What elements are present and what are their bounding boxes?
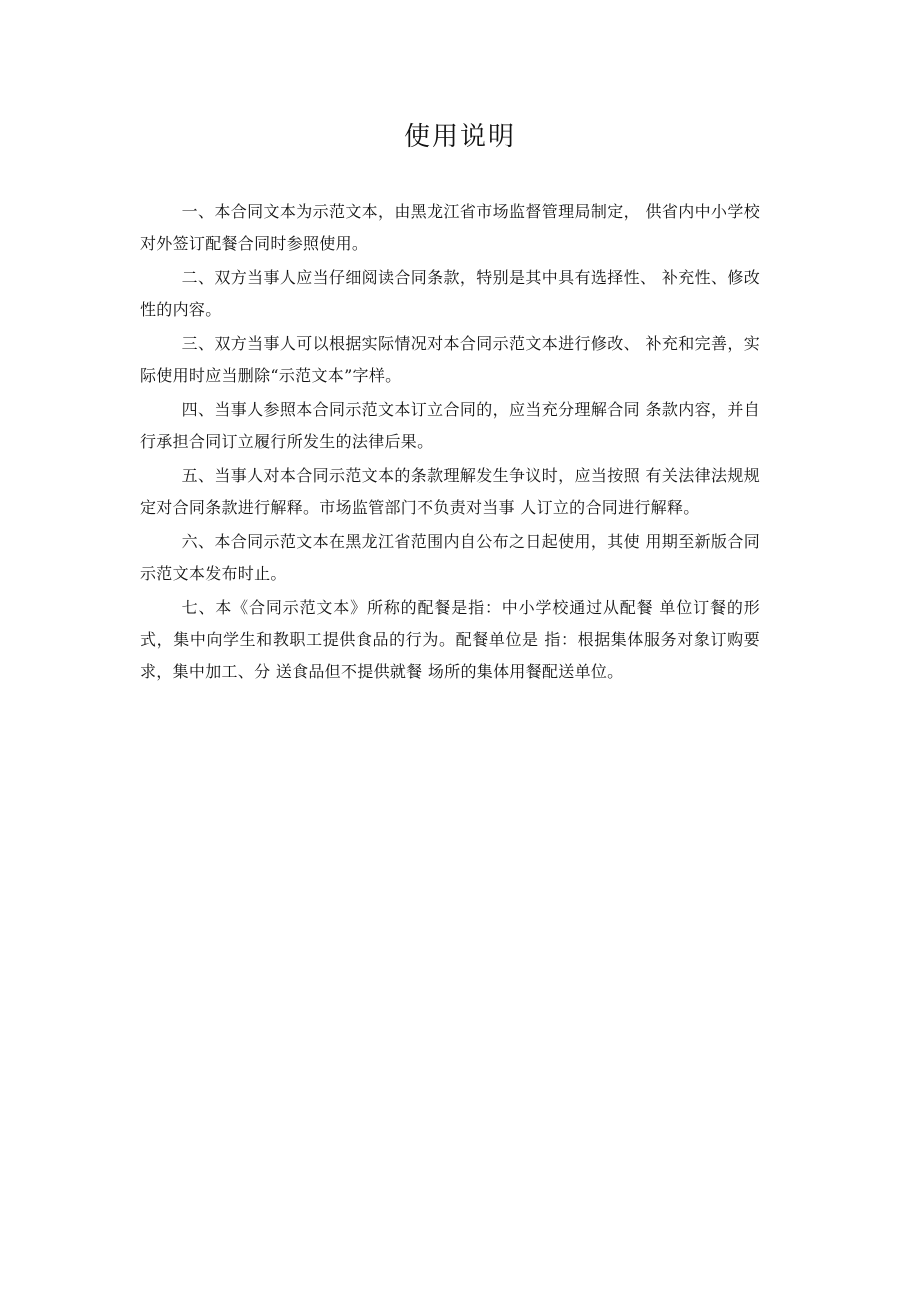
page-title: 使用说明: [403, 122, 516, 152]
paragraph-7: 七、本《合同示范文本》所称的配餐是指：中小学校通过从配餐 单位订餐的形式，集中向学生和教职工提供食品的行为。配餐单位是 指：根据集体服务对象订购要求，集中加工、分 送食品但不提供就餐 场所的集体用餐配送单位。: [140, 598, 760, 681]
paragraph-1: 一、本合同文本为示范文本，由黑龙江省市场监督管理局制定， 供省内中小学校对外签订配餐合同时参照使用。: [140, 202, 760, 253]
paragraph-2: 二、双方当事人应当仔细阅读合同条款，特别是其中具有选择性、 补充性、修改性的内容。: [140, 268, 760, 319]
instructions-body: [140, 196, 760, 690]
paragraph-5: 五、当事人对本合同示范文本的条款理解发生争议时，应当按照 有关法律法规规定对合同条款进行解释。市场监管部门不负责对当事 人订立的合同进行解释。: [140, 466, 760, 517]
paragraph-3: 三、双方当事人可以根据实际情况对本合同示范文本进行修改、 补充和完善，实际使用时应当删除“示范文本”字样。: [140, 334, 760, 385]
paragraph-6: 六、本合同示范文本在黑龙江省范围内自公布之日起使用，其使 用期至新版合同示范文本发布时止。: [140, 532, 760, 583]
paragraph-4: 四、当事人参照本合同示范文本订立合同的，应当充分理解合同 条款内容，并自行承担合同订立履行所发生的法律后果。: [140, 400, 760, 451]
